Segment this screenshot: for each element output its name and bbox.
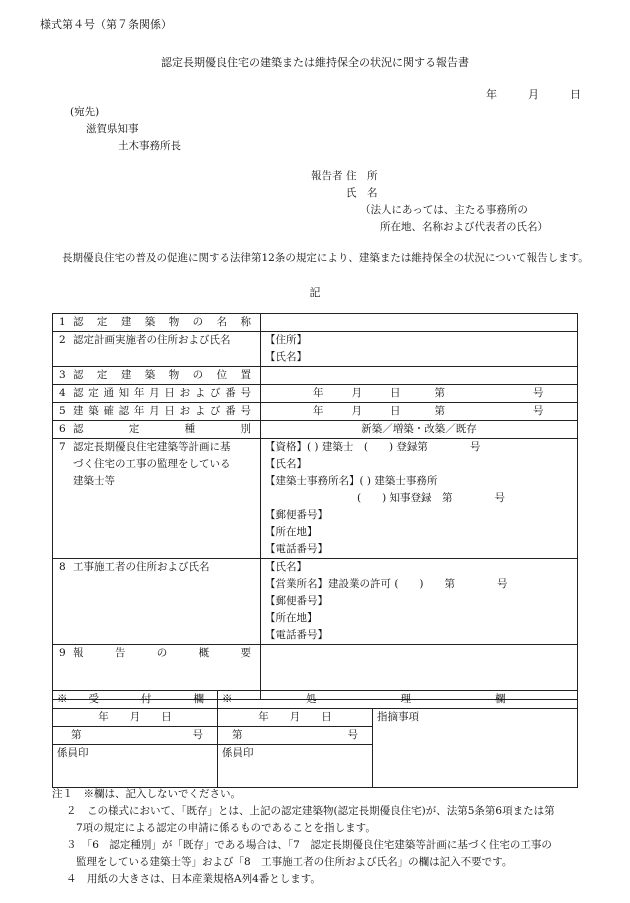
- reporter-note-1: （法人にあっては、主たる事務所の: [360, 204, 528, 216]
- contractor-location: 【所在地】: [265, 612, 318, 624]
- contractor-office: 【営業所名】建設業の許可 ( ) 第 号: [265, 578, 508, 590]
- processing-date[interactable]: 年 月 日: [218, 709, 373, 727]
- row-approval-type: [53, 421, 578, 439]
- remarks-field[interactable]: [373, 709, 578, 788]
- reception-date[interactable]: 年 月 日: [53, 709, 218, 727]
- architect-name: 【氏名】: [265, 458, 307, 470]
- building-location-field[interactable]: [261, 367, 578, 385]
- stamp-label: 係員印: [222, 747, 254, 759]
- reporter-label: 報告者: [311, 170, 343, 182]
- row-number: 7: [59, 441, 66, 453]
- row-label: 認定建築物の位置: [73, 369, 251, 381]
- addressee-office: 土木事務所長: [118, 140, 181, 152]
- architect-office-name: 【建築士事務所名】( ) 建築士事務所: [265, 475, 438, 487]
- row-label: 認定建築物の名称: [73, 316, 251, 328]
- building-name-field[interactable]: [261, 314, 578, 332]
- row-number: 6: [59, 423, 66, 435]
- row-number: 2: [59, 334, 66, 346]
- date-day: 日: [570, 88, 581, 101]
- contractor-field[interactable]: [261, 559, 578, 645]
- architect-location: 【所在地】: [265, 526, 318, 538]
- reception-stamp[interactable]: [53, 745, 218, 788]
- notes: [52, 786, 555, 888]
- day-label: 日: [390, 405, 401, 417]
- reporter-note-2: 所在地、名称および代表者の氏名）: [380, 221, 548, 233]
- note-2b: 7項の規定による認定の申請に係るものであることを指します。: [76, 822, 376, 834]
- form-number: 様式第４号（第７条関係）: [40, 18, 172, 31]
- stamp-label: 係員印: [57, 747, 89, 759]
- row-number: 4: [59, 387, 66, 399]
- row-building-name: [53, 314, 578, 332]
- processing-stamp[interactable]: [218, 745, 373, 788]
- row-label-1: 認定長期優良住宅建築等計画に基: [73, 441, 231, 453]
- dai-label: 第: [434, 405, 445, 417]
- reporter-block: [346, 168, 548, 236]
- note-3b: 監理をしている建築士等」および「8 工事施工者の住所および氏名」の欄は記入不要です。: [76, 856, 513, 868]
- report-statement: 長期優良住宅の普及の促進に関する法律第12条の規定により、建築または維持保全の状況について報告します。: [62, 252, 589, 264]
- report-date: [486, 86, 581, 102]
- approval-type-field[interactable]: 新築／増築・改築／既存: [261, 421, 578, 439]
- note-2a: ２ この様式において、「既存」とは、上記の認定建築物(認定長期優良住宅)が、法第5条第6項または第: [66, 805, 555, 817]
- approval-notice-field[interactable]: [261, 385, 578, 403]
- dai-label: 第: [434, 387, 445, 399]
- go-label: 号: [192, 729, 203, 741]
- date-year: 年: [486, 88, 497, 101]
- row-label-2: づく住宅の工事の監理をしている: [73, 458, 231, 470]
- contractor-name: 【氏名】: [265, 561, 307, 573]
- architect-postal-code: 【郵便番号】: [265, 509, 328, 521]
- month-label: 月: [351, 405, 362, 417]
- building-confirmation-field[interactable]: [261, 403, 578, 421]
- office-use-table: [52, 690, 578, 788]
- dai-label: 第: [232, 729, 243, 741]
- reception-header: ※ 受 付 欄: [53, 691, 218, 709]
- note-3a: ３ 「6 認定種別」が「既存」である場合は、「7 認定長期優良住宅建築等計画に基づく住宅の工事の: [66, 839, 552, 851]
- date-month: 月: [528, 88, 539, 101]
- contractor-phone: 【電話番号】: [265, 629, 328, 641]
- row-label: 工事施工者の住所および氏名: [73, 561, 210, 573]
- go-label: 号: [533, 405, 544, 417]
- processing-header: ※ 処 理 欄: [218, 691, 578, 709]
- reception-number[interactable]: [53, 727, 218, 745]
- remarks-label: 指摘事項: [377, 711, 419, 723]
- addressee-label: (宛先): [70, 106, 100, 118]
- dai-label: 第: [71, 729, 82, 741]
- year-label: 年: [313, 387, 324, 399]
- row-approval-notice: [53, 385, 578, 403]
- architect-phone: 【電話番号】: [265, 543, 328, 555]
- row-label: 認定種別: [73, 423, 251, 435]
- row-number: 5: [59, 405, 66, 417]
- office-use-header: [53, 691, 578, 709]
- row-label: 認定計画実施者の住所および氏名: [73, 334, 231, 346]
- row-number: 9: [59, 647, 66, 659]
- row-building-location: [53, 367, 578, 385]
- row-label: 認定通知年月日および番号: [73, 387, 251, 399]
- row-label: 建築確認年月日および番号: [73, 405, 251, 417]
- note-4: ４ 用紙の大きさは、日本産業規格A列4番とします。: [66, 873, 321, 885]
- row-building-confirmation: [53, 403, 578, 421]
- row-number: 3: [59, 369, 66, 381]
- row-applicant: [53, 332, 578, 367]
- applicant-name: 【氏名】: [265, 351, 307, 363]
- go-label: 号: [347, 729, 358, 741]
- contractor-postal-code: 【郵便番号】: [265, 595, 328, 607]
- day-label: 日: [390, 387, 401, 399]
- document-title: 認定長期優良住宅の建築または維持保全の状況に関する報告書: [161, 56, 469, 69]
- reporter-name: 氏 名: [346, 187, 378, 199]
- row-label: 報告の概要: [73, 647, 251, 659]
- year-label: 年: [313, 405, 324, 417]
- reporter-address: 住 所: [346, 170, 378, 182]
- architect-field[interactable]: [261, 439, 578, 559]
- ki-heading: 記: [309, 286, 321, 299]
- note-1: 注１ ※欄は、記入しないでください。: [52, 788, 241, 800]
- row-number: 8: [59, 561, 66, 573]
- architect-office-registration: ( ) 知事登録 第 号: [357, 492, 506, 504]
- go-label: 号: [533, 387, 544, 399]
- row-label-3: 建築士等: [73, 475, 115, 487]
- row-architect: [53, 439, 578, 559]
- row-contractor: [53, 559, 578, 645]
- applicant-address: 【住所】: [265, 334, 307, 346]
- report-table: [52, 313, 578, 700]
- addressee-governor: 滋賀県知事: [86, 123, 139, 135]
- row-number: 1: [59, 316, 66, 328]
- architect-qualification: 【資格】( ) 建築士 ( ) 登録第 号: [265, 441, 481, 453]
- month-label: 月: [351, 387, 362, 399]
- applicant-field[interactable]: [261, 332, 578, 367]
- processing-number[interactable]: [218, 727, 373, 745]
